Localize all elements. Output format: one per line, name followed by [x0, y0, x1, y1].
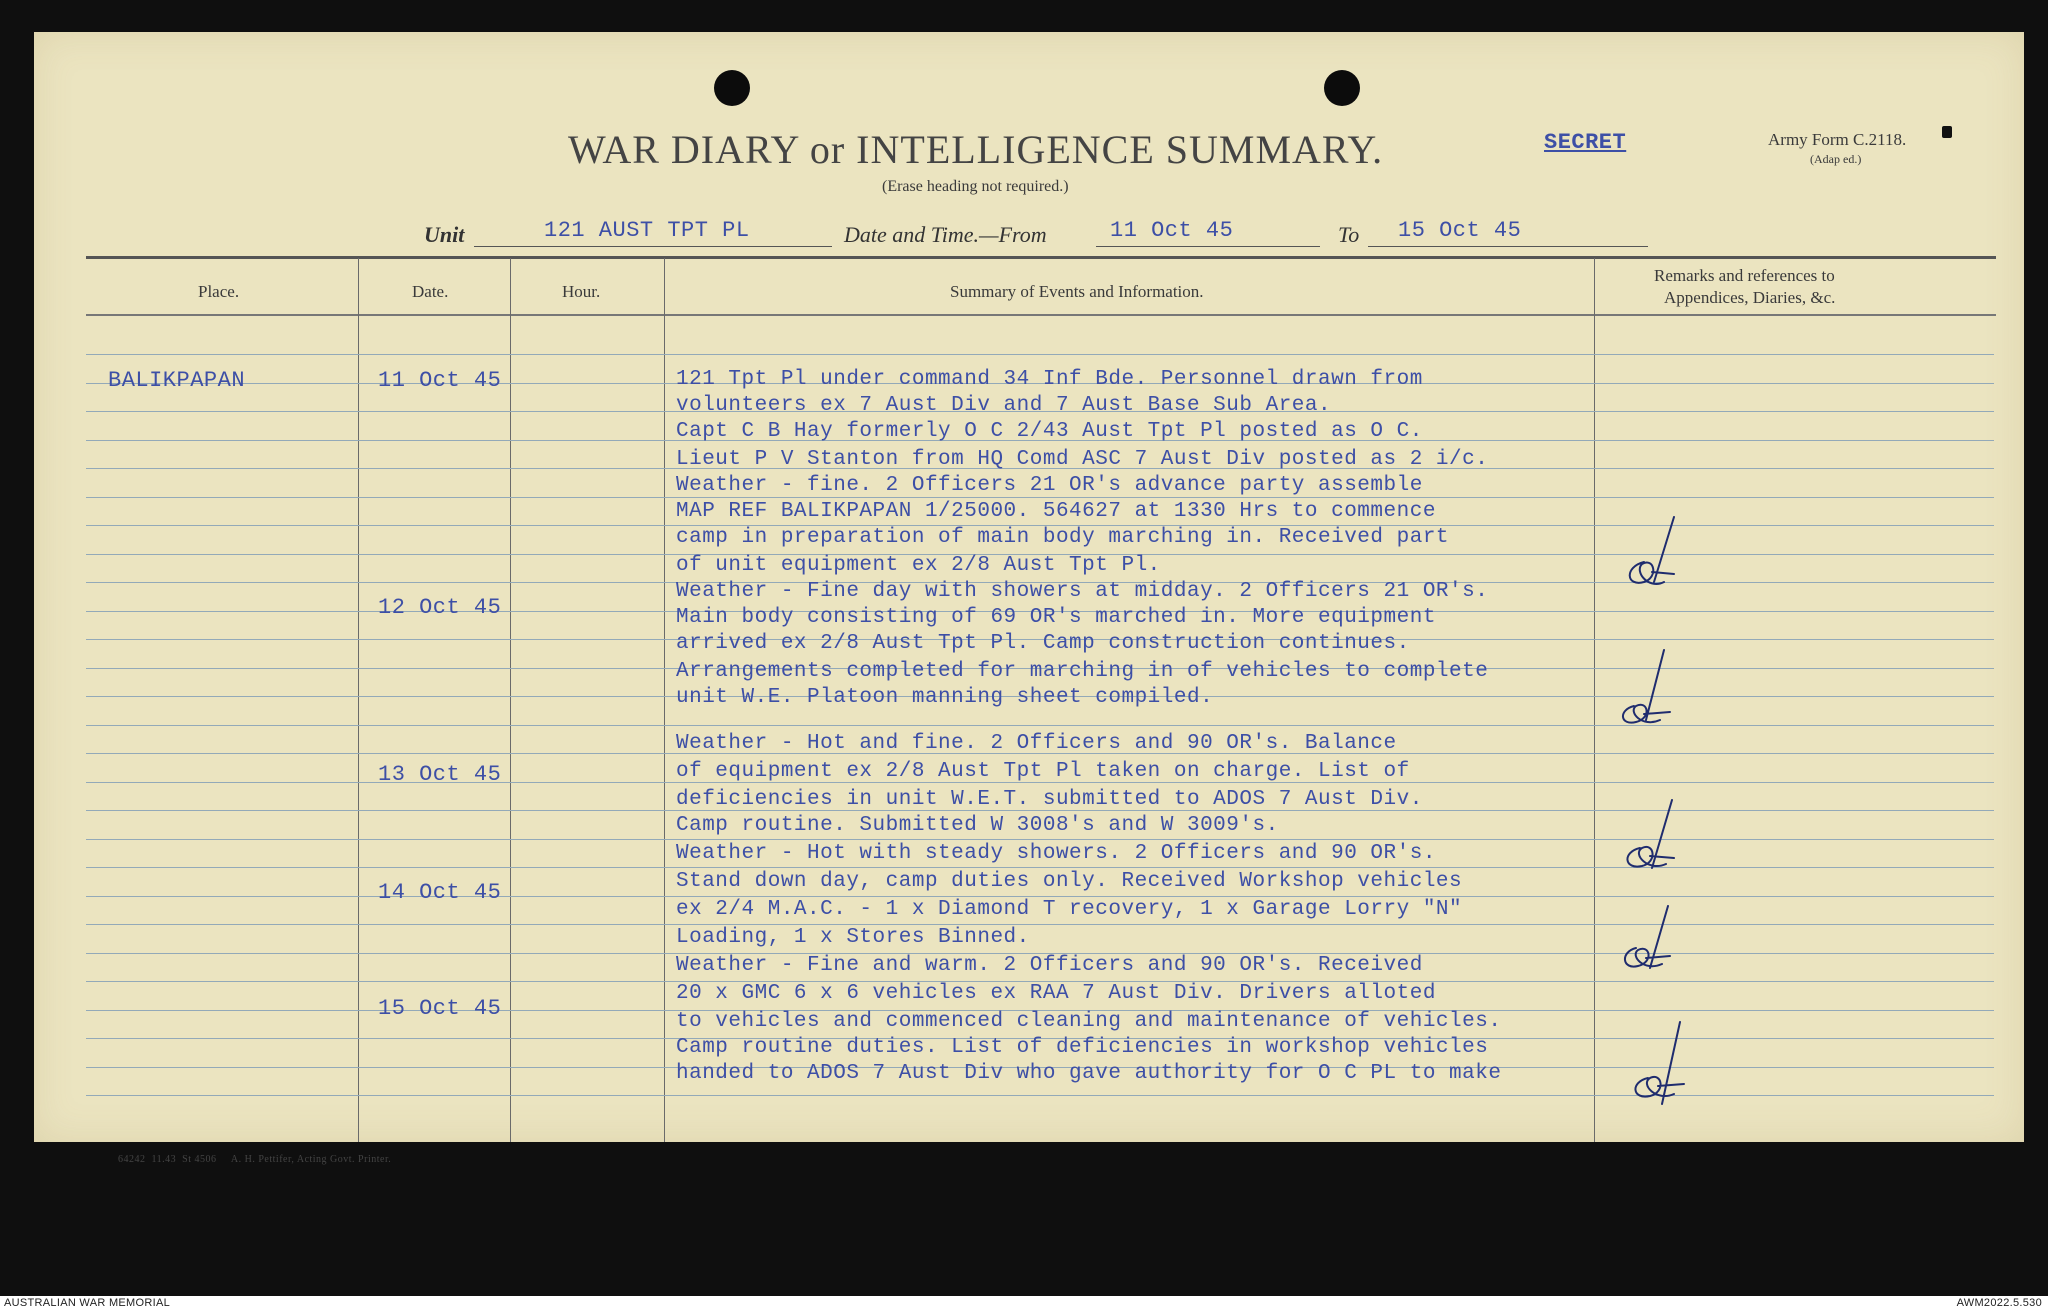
ruled-line — [86, 611, 358, 612]
unit-value: 121 AUST TPT PL — [544, 218, 750, 243]
ruled-line — [510, 611, 664, 612]
ruled-line — [86, 497, 358, 498]
ruled-line — [86, 839, 358, 840]
initials-signature-1 — [1614, 512, 1694, 602]
column-header-remarks-2: Appendices, Diaries, &c. — [1664, 288, 1836, 307]
column-header-place: Place. — [198, 282, 240, 301]
place-value: BALIKPAPAN — [108, 368, 246, 393]
ruled-line — [510, 867, 664, 868]
ruled-line — [86, 810, 358, 811]
ruled-line — [86, 953, 358, 954]
date-to-value: 15 Oct 45 — [1398, 218, 1522, 243]
date-from-value: 11 Oct 45 — [1110, 218, 1234, 243]
summary-line: Arrangements completed for marching in of vehicles to complete — [676, 660, 1489, 683]
ruled-line — [664, 839, 1594, 840]
ruled-line — [358, 725, 510, 726]
archive-caption-right: AWM2022.5.530 — [1956, 1297, 2042, 1309]
ruled-line — [86, 1067, 358, 1068]
ruled-line — [1594, 611, 1994, 612]
ruled-line — [510, 924, 664, 925]
summary-line: camp in preparation of main body marching in. Received part — [676, 526, 1450, 549]
date-to-label: To — [1338, 222, 1360, 247]
column-header-date: Date. — [412, 282, 449, 301]
punch-hole-right — [1324, 70, 1360, 106]
summary-line: volunteers ex 7 Aust Div and 7 Aust Base Sub Area. — [676, 394, 1332, 417]
summary-line: Stand down day, camp duties only. Received Workshop vehicles — [676, 870, 1463, 893]
ruled-line — [358, 953, 510, 954]
date-entry-4: 14 Oct 45 — [378, 880, 502, 905]
ruled-line — [358, 497, 510, 498]
ruled-line — [664, 354, 1594, 355]
ruled-line — [664, 896, 1594, 897]
summary-line: to vehicles and commenced cleaning and maintenance of vehicles. — [676, 1010, 1502, 1033]
ruled-line — [664, 924, 1594, 925]
printer-imprint: 64242 11.43 St 4506 A. H. Pettifer, Acting Govt. Printer. — [118, 1154, 392, 1165]
ruled-line — [86, 1038, 358, 1039]
ruled-line — [358, 554, 510, 555]
ruled-line — [664, 497, 1594, 498]
from-underline — [1096, 246, 1320, 247]
summary-line: arrived ex 2/8 Aust Tpt Pl. Camp construction continues. — [676, 632, 1410, 655]
ruled-line — [510, 582, 664, 583]
initials-signature-4 — [1610, 902, 1690, 982]
to-underline — [1368, 246, 1648, 247]
date-entry-2: 12 Oct 45 — [378, 595, 502, 620]
ruled-line — [86, 582, 358, 583]
ruled-line — [358, 582, 510, 583]
ruled-line — [1594, 639, 1994, 640]
summary-line: Camp routine duties. List of deficiencies in workshop vehicles — [676, 1036, 1489, 1059]
summary-line: Weather - fine. 2 Officers 21 OR's advance party assemble — [676, 474, 1423, 497]
ruled-line — [510, 554, 664, 555]
ruled-line — [358, 354, 510, 355]
ruled-line — [510, 753, 664, 754]
date-entry-1: 11 Oct 45 — [378, 368, 502, 393]
initials-signature-5 — [1620, 1018, 1700, 1118]
ruled-line — [86, 411, 358, 412]
ruled-line — [86, 639, 358, 640]
ruled-line — [358, 440, 510, 441]
ruled-line — [86, 896, 358, 897]
ruled-line — [510, 725, 664, 726]
ink-mark — [1942, 126, 1952, 138]
summary-line: Weather - Fine and warm. 2 Officers and 90 OR's. Received — [676, 954, 1423, 977]
ruled-line — [86, 867, 358, 868]
ruled-line — [358, 696, 510, 697]
ruled-line — [510, 1095, 664, 1096]
ruled-line — [510, 896, 664, 897]
summary-line: MAP REF BALIKPAPAN 1/25000. 564627 at 1330 Hrs to commence — [676, 500, 1436, 523]
ruled-line — [664, 725, 1594, 726]
ruled-line — [358, 411, 510, 412]
column-header-remarks-1: Remarks and references to — [1654, 266, 1835, 285]
ruled-line — [510, 497, 664, 498]
ruled-line — [510, 525, 664, 526]
ruled-line — [86, 468, 358, 469]
ruled-line — [358, 867, 510, 868]
header-bottom-rule — [86, 314, 1996, 316]
ruled-line — [86, 782, 358, 783]
diary-page — [34, 32, 2024, 1165]
unit-label: Unit — [424, 222, 465, 247]
classification-secret: SECRET — [1544, 130, 1627, 155]
ruled-line — [1594, 1010, 1994, 1011]
summary-line: unit W.E. Platoon manning sheet compiled. — [676, 686, 1214, 709]
form-subtitle: (Erase heading not required.) — [882, 178, 1069, 195]
ruled-line — [664, 1095, 1594, 1096]
summary-line: 121 Tpt Pl under command 34 Inf Bde. Personnel drawn from — [676, 368, 1423, 391]
ruled-line — [358, 525, 510, 526]
ruled-line — [1594, 440, 1994, 441]
ruled-line — [1594, 753, 1994, 754]
summary-line: deficiencies in unit W.E.T. submitted to ADOS 7 Aust Div. — [676, 788, 1423, 811]
ruled-line — [358, 1095, 510, 1096]
ruled-line — [358, 639, 510, 640]
ruled-line — [510, 782, 664, 783]
ruled-line — [86, 354, 358, 355]
ruled-line — [510, 668, 664, 669]
column-header-summary: Summary of Events and Information. — [950, 282, 1204, 301]
ruled-line — [86, 440, 358, 441]
ruled-line — [510, 696, 664, 697]
ruled-line — [86, 924, 358, 925]
table-top-rule — [86, 256, 1996, 259]
ruled-line — [510, 953, 664, 954]
date-entry-3: 13 Oct 45 — [378, 762, 502, 787]
summary-line: 20 x GMC 6 x 6 vehicles ex RAA 7 Aust Div. Drivers alloted — [676, 982, 1436, 1005]
ruled-line — [358, 981, 510, 982]
ruled-line — [1594, 468, 1994, 469]
ruled-line — [86, 554, 358, 555]
ruled-line — [86, 696, 358, 697]
summary-line: of unit equipment ex 2/8 Aust Tpt Pl. — [676, 554, 1161, 577]
summary-line: of equipment ex 2/8 Aust Tpt Pl taken on charge. List of — [676, 760, 1410, 783]
summary-line: ex 2/4 M.A.C. - 1 x Diamond T recovery, 1 x Garage Lorry "N" — [676, 898, 1463, 921]
ruled-line — [510, 810, 664, 811]
summary-line: Loading, 1 x Stores Binned. — [676, 926, 1030, 949]
form-title: WAR DIARY or INTELLIGENCE SUMMARY. — [568, 127, 1384, 172]
summary-line: Weather - Hot and fine. 2 Officers and 90 OR's. Balance — [676, 732, 1397, 755]
archive-caption-left: AUSTRALIAN WAR MEMORIAL — [4, 1297, 171, 1309]
ruled-line — [86, 1095, 358, 1096]
summary-line: Weather - Hot with steady showers. 2 Officers and 90 OR's. — [676, 842, 1436, 865]
ruled-line — [358, 468, 510, 469]
summary-line: handed to ADOS 7 Aust Div who gave authority for O C PL to make — [676, 1062, 1502, 1085]
ruled-line — [510, 839, 664, 840]
ruled-line — [510, 411, 664, 412]
ruled-line — [510, 1010, 664, 1011]
ruled-line — [86, 525, 358, 526]
column-header-hour: Hour. — [562, 282, 601, 301]
ruled-line — [510, 1038, 664, 1039]
summary-line: Lieut P V Stanton from HQ Comd ASC 7 Aust Div posted as 2 i/c. — [676, 448, 1489, 471]
initials-signature-2 — [1608, 648, 1688, 738]
ruled-line — [1594, 354, 1994, 355]
ruled-line — [510, 354, 664, 355]
ruled-line — [358, 1067, 510, 1068]
ruled-line — [86, 725, 358, 726]
date-entry-5: 15 Oct 45 — [378, 996, 502, 1021]
summary-line: Weather - Fine day with showers at midday. 2 Officers 21 OR's. — [676, 580, 1489, 603]
ruled-line — [1594, 896, 1994, 897]
ruled-line — [510, 383, 664, 384]
date-from-label: Date and Time.—From — [844, 222, 1047, 247]
initials-signature-3 — [1612, 792, 1692, 882]
summary-line: Camp routine. Submitted W 3008's and W 3009's. — [676, 814, 1279, 837]
punch-hole-left — [714, 70, 750, 106]
ruled-line — [86, 753, 358, 754]
ruled-line — [86, 668, 358, 669]
ruled-line — [358, 839, 510, 840]
ruled-line — [358, 668, 510, 669]
ruled-line — [510, 981, 664, 982]
ruled-line — [1594, 782, 1994, 783]
summary-line: Main body consisting of 69 OR's marched in. More equipment — [676, 606, 1436, 629]
army-form-adap: (Adap ed.) — [1810, 152, 1862, 166]
army-form-number: Army Form C.2118. — [1768, 130, 1907, 149]
ruled-line — [510, 440, 664, 441]
ruled-line — [510, 1067, 664, 1068]
ruled-line — [510, 639, 664, 640]
ruled-line — [664, 867, 1594, 868]
ruled-line — [1594, 383, 1994, 384]
ruled-line — [358, 810, 510, 811]
ruled-line — [510, 468, 664, 469]
ruled-line — [86, 1010, 358, 1011]
ruled-line — [358, 1038, 510, 1039]
ruled-line — [1594, 411, 1994, 412]
ruled-line — [358, 753, 510, 754]
summary-line: Capt C B Hay formerly O C 2/43 Aust Tpt Pl posted as O C. — [676, 420, 1423, 443]
unit-underline — [474, 246, 832, 247]
ruled-line — [86, 981, 358, 982]
ruled-line — [1594, 497, 1994, 498]
ruled-line — [358, 924, 510, 925]
